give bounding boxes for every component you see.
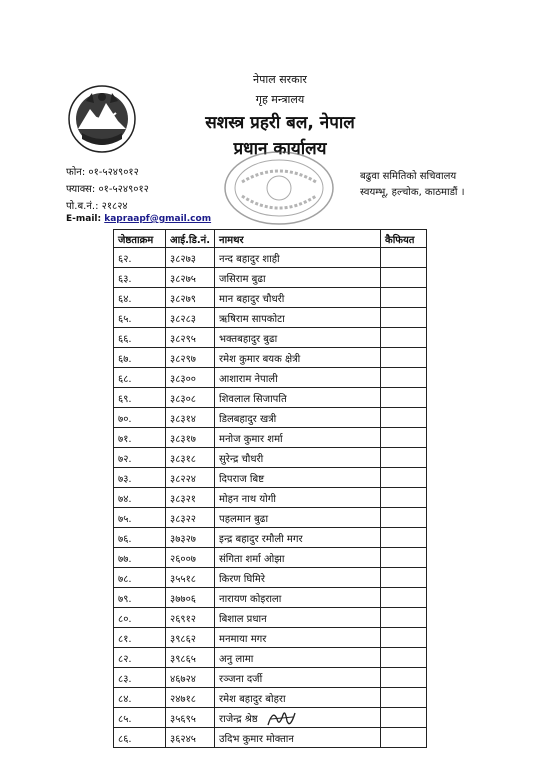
- rank-cell: ७५.: [114, 508, 166, 528]
- remark-cell: [381, 688, 427, 708]
- id-cell: ४६७२४: [166, 668, 215, 688]
- remark-cell: [381, 268, 427, 288]
- table-row: [114, 308, 427, 328]
- address-line: स्वयम्भू, हल्चोक, काठमाडौं ।: [360, 187, 465, 198]
- remark-cell: [381, 508, 427, 528]
- remark-cell: [381, 368, 427, 388]
- id-cell: ३८२७५: [166, 268, 215, 288]
- rank-cell: ८१.: [114, 628, 166, 648]
- id-cell: ३८३२२: [166, 508, 215, 528]
- remark-cell: [381, 568, 427, 588]
- secretariat-line: बढुवा समितिको सचिवालय: [360, 171, 457, 182]
- remark-cell: [381, 248, 427, 268]
- rank-cell: ७१.: [114, 428, 166, 448]
- remark-cell: [381, 328, 427, 348]
- id-cell: ३५६९५: [166, 708, 215, 728]
- name-cell: राजेन्द्र श्रेष्ठ: [215, 708, 381, 728]
- name-cell: पहलमान बुढा: [215, 508, 381, 528]
- id-cell: ३८३१४: [166, 408, 215, 428]
- name-cell: मान बहादुर चौधरी: [215, 288, 381, 308]
- id-cell: ३८२२४: [166, 468, 215, 488]
- remark-cell: [381, 408, 427, 428]
- name-cell: रमेश कुमार बयक क्षेत्री: [215, 348, 381, 368]
- rank-cell: ८६.: [114, 728, 166, 748]
- table-row: [114, 328, 427, 348]
- remark-cell: [381, 668, 427, 688]
- remark-cell: [381, 468, 427, 488]
- remark-cell: [381, 628, 427, 648]
- remark-cell: [381, 548, 427, 568]
- table-row: [114, 468, 427, 488]
- id-cell: ३८२८३: [166, 308, 215, 328]
- rank-cell: ६४.: [114, 288, 166, 308]
- email-link[interactable]: kapraapf@gmail.com: [104, 214, 212, 224]
- id-cell: २६००७: [166, 548, 215, 568]
- name-cell: रञ्जना दर्जी: [215, 668, 381, 688]
- id-cell: ३८३२१: [166, 488, 215, 508]
- name-cell: बिशाल प्रधान: [215, 608, 381, 628]
- header-rank: जेष्ठताक्रम: [114, 230, 166, 248]
- id-cell: ३८३०८: [166, 388, 215, 408]
- table-row: [114, 408, 427, 428]
- table-row: [114, 528, 427, 548]
- nepal-government-emblem-icon: [66, 83, 138, 155]
- rank-cell: ६७.: [114, 348, 166, 368]
- table-row: [114, 288, 427, 308]
- table-header-row: [114, 230, 427, 248]
- id-cell: २४७१८: [166, 688, 215, 708]
- name-cell: सुरेन्द्र चौधरी: [215, 448, 381, 468]
- remark-cell: [381, 608, 427, 628]
- name-cell: ऋषिराम सापकोटा: [215, 308, 381, 328]
- table-row: [114, 508, 427, 528]
- id-cell: ३७७०६: [166, 588, 215, 608]
- name-cell: शिवलाल सिजापति: [215, 388, 381, 408]
- id-cell: ३९८६५: [166, 648, 215, 668]
- name-cell: मोहन नाथ योगी: [215, 488, 381, 508]
- rank-cell: ६८.: [114, 368, 166, 388]
- remark-cell: [381, 528, 427, 548]
- rank-cell: ७३.: [114, 468, 166, 488]
- name-cell: नारायण कोइराला: [215, 588, 381, 608]
- fax-text: फ्याक्स: ०१-५२४९०१२: [66, 184, 149, 195]
- remark-cell: [381, 588, 427, 608]
- name-cell: डिलबहादुर खत्री: [215, 408, 381, 428]
- remark-cell: [381, 308, 427, 328]
- id-cell: ३९८६२: [166, 628, 215, 648]
- name-cell: संगिता शर्मा ओझा: [215, 548, 381, 568]
- table-row: [114, 388, 427, 408]
- rank-cell: ७४.: [114, 488, 166, 508]
- ministry-line: गृह मन्त्रालय: [255, 93, 305, 106]
- remark-cell: [381, 428, 427, 448]
- table-row: [114, 668, 427, 688]
- id-cell: ३८२९७: [166, 348, 215, 368]
- rank-cell: ८०.: [114, 608, 166, 628]
- id-cell: ३८२९५: [166, 328, 215, 348]
- name-cell: भक्तबहादुर बुढा: [215, 328, 381, 348]
- id-cell: ३८३१८: [166, 448, 215, 468]
- name-cell: नन्द बहादुर शाही: [215, 248, 381, 268]
- table-row: [114, 368, 427, 388]
- header-remark: कैफियत: [381, 230, 427, 248]
- id-cell: २६९१२: [166, 608, 215, 628]
- table-row: [114, 548, 427, 568]
- phone-text: फोन: ०१-५२४९०१२: [66, 167, 139, 178]
- name-cell: इन्द्र बहादुर रमौली मगर: [215, 528, 381, 548]
- name-cell: मनमाया मगर: [215, 628, 381, 648]
- table-row: [114, 588, 427, 608]
- table-row: [114, 608, 427, 628]
- office-title: प्रधान कार्यालय: [233, 139, 327, 159]
- rank-cell: ८२.: [114, 648, 166, 668]
- table-row: [114, 348, 427, 368]
- government-line: नेपाल सरकार: [253, 73, 307, 86]
- organization-title: सशस्त्र प्रहरी बल, नेपाल: [205, 113, 355, 133]
- id-cell: ३८३१७: [166, 428, 215, 448]
- remark-cell: [381, 288, 427, 308]
- rank-cell: ८३.: [114, 668, 166, 688]
- header-id: आई.डि.नं.: [166, 230, 215, 248]
- name-cell: रमेश बहादुर बोहरा: [215, 688, 381, 708]
- remark-cell: [381, 348, 427, 368]
- rank-cell: ८५.: [114, 708, 166, 728]
- name-cell: आशाराम नेपाली: [215, 368, 381, 388]
- table-row: [114, 428, 427, 448]
- id-cell: ३५५१८: [166, 568, 215, 588]
- seniority-table: [113, 229, 427, 748]
- remark-cell: [381, 728, 427, 748]
- id-cell: ३६२४५: [166, 728, 215, 748]
- remark-cell: [381, 488, 427, 508]
- remark-cell: [381, 448, 427, 468]
- rank-cell: ७०.: [114, 408, 166, 428]
- rank-cell: ७२.: [114, 448, 166, 468]
- name-cell: मनोज कुमार शर्मा: [215, 428, 381, 448]
- table-row: [114, 648, 427, 668]
- table-row: [114, 448, 427, 468]
- pobox-text: पो.ब.नं.: २१८२४: [66, 201, 128, 212]
- rank-cell: ६९.: [114, 388, 166, 408]
- rank-cell: ७९.: [114, 588, 166, 608]
- email-label: E-mail:: [66, 214, 102, 224]
- name-cell: जसिराम बुढा: [215, 268, 381, 288]
- remark-cell: [381, 648, 427, 668]
- rank-cell: ६६.: [114, 328, 166, 348]
- email-line: [66, 214, 211, 224]
- rank-cell: ७८.: [114, 568, 166, 588]
- id-cell: ३७३२७: [166, 528, 215, 548]
- office-stamp-icon: [220, 148, 338, 228]
- remark-cell: [381, 708, 427, 728]
- table-row: [114, 268, 427, 288]
- rank-cell: ६५.: [114, 308, 166, 328]
- rank-cell: ७७.: [114, 548, 166, 568]
- remark-cell: [381, 388, 427, 408]
- id-cell: ३८३००: [166, 368, 215, 388]
- header-name: नामथर: [215, 230, 381, 248]
- name-cell: किरण घिमिरे: [215, 568, 381, 588]
- rank-cell: ६२.: [114, 248, 166, 268]
- name-cell: दिपराज बिष्ट: [215, 468, 381, 488]
- name-cell: उदिभ कुमार मोक्तान: [215, 728, 381, 748]
- table-row: [114, 568, 427, 588]
- rank-cell: ७६.: [114, 528, 166, 548]
- id-cell: ३८२७३: [166, 248, 215, 268]
- name-cell: अनु लामा: [215, 648, 381, 668]
- rank-cell: ८४.: [114, 688, 166, 708]
- table-row: [114, 248, 427, 268]
- table-row: [114, 488, 427, 508]
- signature-icon: [265, 705, 299, 731]
- id-cell: ३८२७९: [166, 288, 215, 308]
- table-row: [114, 628, 427, 648]
- rank-cell: ६३.: [114, 268, 166, 288]
